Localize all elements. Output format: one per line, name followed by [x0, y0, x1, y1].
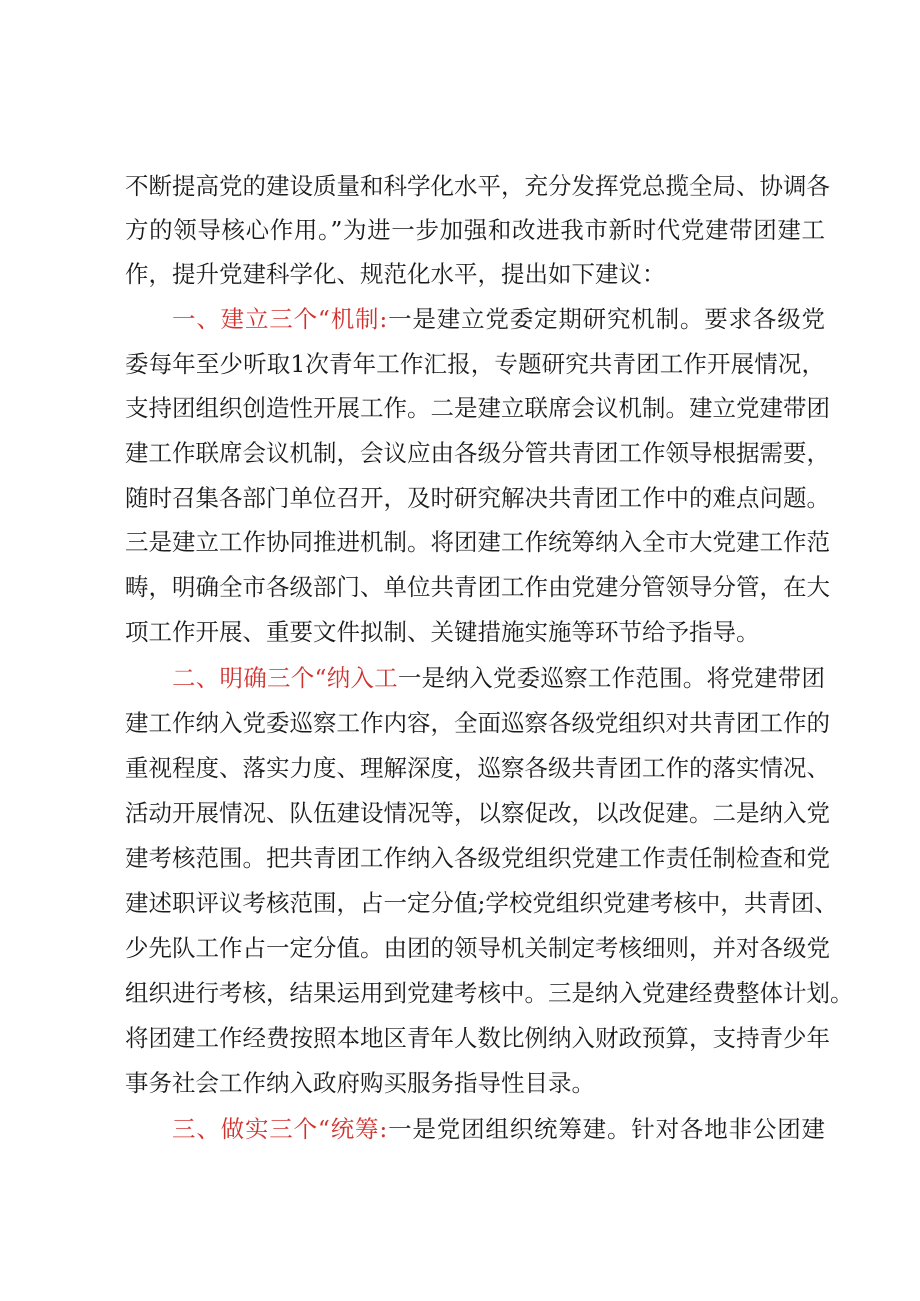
paragraph-line: 建工作纳入党委巡察工作内容，全面巡察各级党组织对共青团工作的 — [125, 709, 830, 737]
paragraph-line: 组织进行考核，结果运用到党建考核中。三是纳入党建经费整体计划。 — [125, 979, 854, 1007]
section-2-first-line — [172, 656, 825, 700]
section-1-first-line — [172, 297, 825, 341]
section-3-heading: 三、做实三个“统筹: — [172, 1115, 388, 1143]
paragraph-line: 建工作联席会议机制，会议应由各级分管共青团工作领导根据需要， — [125, 439, 830, 467]
paragraph-line: 支持团组织创造性开展工作。二是建立联席会议机制。建立党建带团 — [125, 394, 830, 422]
section-1-heading: 一、建立三个“机制: — [172, 305, 388, 333]
section-3-first-line — [172, 1107, 825, 1151]
paragraph-line: 事务社会工作纳入政府购买服务指导性目录。 — [125, 1069, 595, 1097]
section-3-first-text: 一是党团组织统筹建。针对各地非公团建 — [387, 1115, 826, 1143]
paragraph-line: 方的领导核心作用。”为进一步加强和改进我市新时代党建带团建工 — [125, 216, 825, 244]
paragraph-line: 建考核范围。把共青团工作纳入各级党组织党建工作责任制检查和党 — [125, 844, 830, 872]
section-1-first-text: 一是建立党委定期研究机制。要求各级党 — [387, 305, 826, 333]
paragraph-line: 作，提升党建科学化、规范化水平，提出如下建议： — [125, 260, 666, 288]
paragraph-line: 不断提高党的建设质量和科学化水平，充分发挥党总揽全局、协调各 — [125, 172, 830, 200]
section-2-heading: 二、明确三个“纳入工 — [172, 664, 398, 692]
paragraph-line: 项工作开展、重要文件拟制、关键措施实施等环节给予指导。 — [125, 618, 760, 646]
paragraph-line: 少先队工作占一定分值。由团的领导机关制定考核细则，并对各级党 — [125, 934, 830, 962]
paragraph-line: 畴，明确全市各级部门、单位共青团工作由党建分管领导分管，在大 — [125, 573, 830, 601]
paragraph-line: 建述职评议考核范围，占一定分值;学校党组织党建考核中，共青团、 — [125, 889, 838, 917]
paragraph-line: 委每年至少听取1次青年工作汇报，专题研究共青团工作开展情况， — [125, 350, 825, 378]
paragraph-line: 三是建立工作协同推进机制。将团建工作统筹纳入全市大党建工作范 — [125, 528, 830, 556]
paragraph-line: 将团建工作经费按照本地区青年人数比例纳入财政预算，支持青少年 — [125, 1024, 830, 1052]
paragraph-line: 随时召集各部门单位召开，及时研究解决共青团工作中的难点问题。 — [125, 484, 830, 512]
paragraph-line: 活动开展情况、队伍建设情况等，以察促改，以改促建。二是纳入党 — [125, 799, 830, 827]
paragraph-line: 重视程度、落实力度、理解深度，巡察各级共青团工作的落实情况、 — [125, 754, 830, 782]
section-2-first-text: 一是纳入党委巡察工作范围。将党建带团 — [397, 664, 826, 692]
